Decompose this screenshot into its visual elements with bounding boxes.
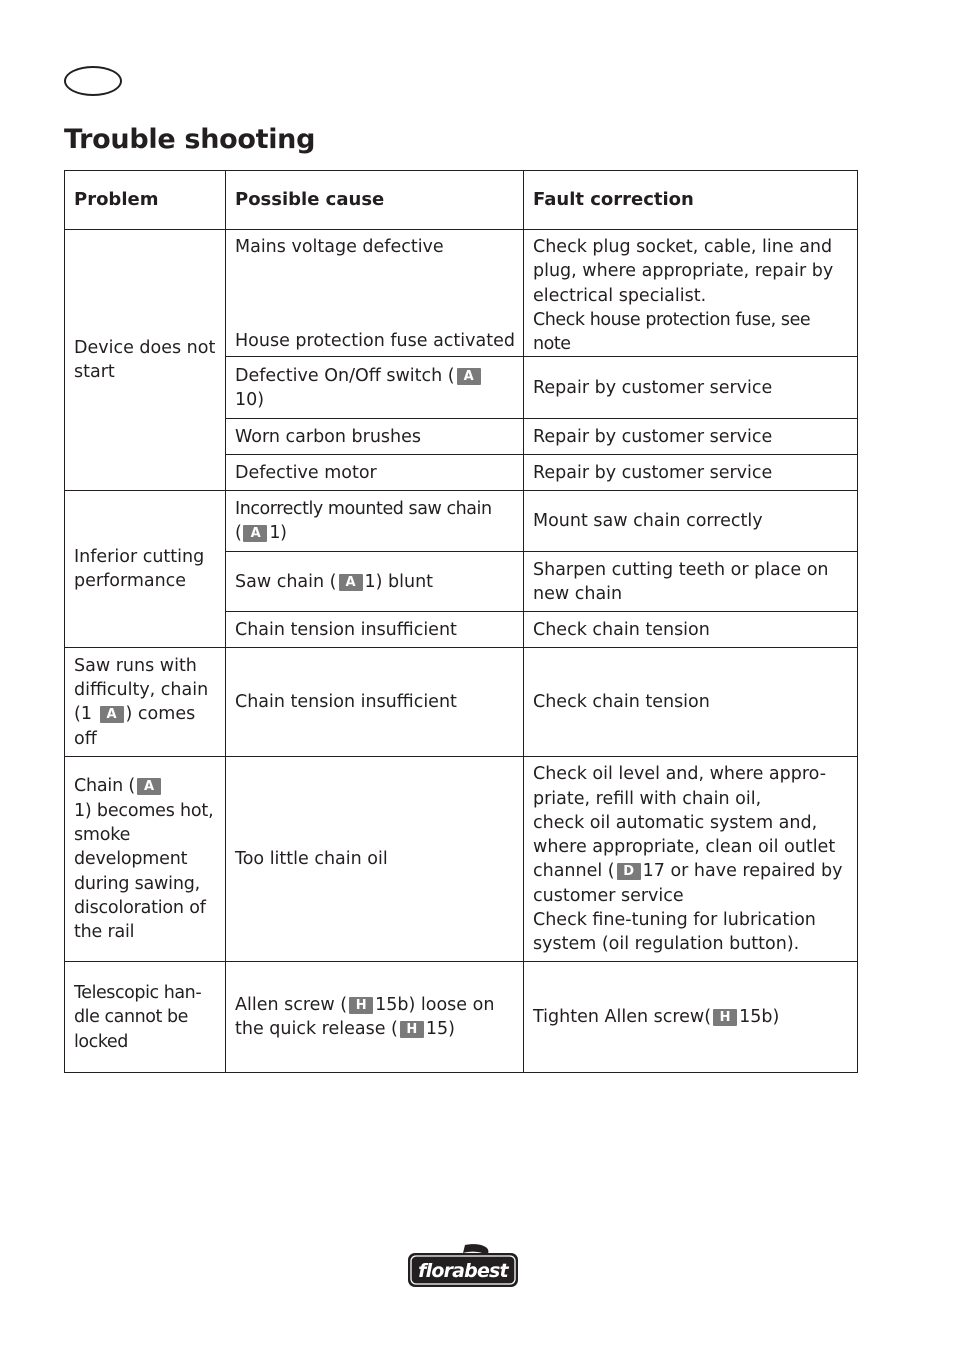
fix-cell: Repair by customer service <box>524 455 858 491</box>
cause-text: Incorrectly mounted saw chain <box>235 499 492 520</box>
fix-cell <box>524 230 858 357</box>
cause-cell <box>226 962 524 1073</box>
problem-text: ) comes off <box>74 704 196 749</box>
table-row <box>65 757 858 962</box>
cause-cell <box>226 230 524 357</box>
header-cause: Possible cause <box>226 171 524 230</box>
cause-text: Saw chain ( <box>235 571 337 592</box>
figure-ref-badge: A <box>457 368 481 385</box>
table-row <box>65 962 858 1073</box>
header-correction: Fault correction <box>524 171 858 230</box>
fix-text: Check house protection fuse, see note <box>533 309 811 355</box>
fix-text: Check plug socket, cable, line and plug, where appropriate, repair by electrical specialist. <box>533 237 834 306</box>
cause-cell: Too little chain oil <box>226 757 524 962</box>
cause-cell <box>226 357 524 419</box>
figure-ref-badge: A <box>100 706 124 723</box>
fix-cell: Sharpen cutting teeth or place on new chain <box>524 552 858 612</box>
fix-cell: Repair by customer service <box>524 419 858 455</box>
problem-cell: Telescopic han-dle cannot be locked <box>65 962 226 1073</box>
cause-text: 15b) loose on the quick release ( <box>235 995 495 1040</box>
cause-cell <box>226 552 524 612</box>
cause-cell <box>226 491 524 552</box>
cause-text: 1) <box>269 523 287 544</box>
figure-ref-badge: A <box>243 525 267 542</box>
problem-text: Chain ( <box>74 776 135 797</box>
figure-ref-badge: H <box>349 997 373 1014</box>
cause-text: Defective On/Off switch ( <box>235 365 455 386</box>
table-header-row <box>65 171 858 230</box>
fix-text: Check oil level and, where appro-priate, refill with chain oil, <box>533 764 827 809</box>
cause-cell: Chain tension insufficient <box>226 612 524 648</box>
fix-text: Tighten Allen screw( <box>533 1007 712 1028</box>
figure-ref-badge: A <box>137 778 161 795</box>
logo-text: florabest <box>418 1260 508 1282</box>
language-badge <box>64 66 122 96</box>
table-row <box>65 491 858 552</box>
header-problem: Problem <box>65 171 226 230</box>
florabest-logo <box>407 1243 519 1289</box>
cause-cell: Defective motor <box>226 455 524 491</box>
cause-text: 15) <box>425 1019 455 1040</box>
troubleshooting-table <box>64 170 858 1073</box>
cause-cell: Worn carbon brushes <box>226 419 524 455</box>
cause-text: ( <box>235 523 242 544</box>
cause-text: House protection fuse activated <box>235 331 515 352</box>
cause-text: 1) blunt <box>364 571 434 592</box>
fix-cell: Repair by customer service <box>524 357 858 419</box>
figure-ref-badge: A <box>339 574 363 591</box>
problem-text: Saw runs with difficulty, chain (1 <box>74 655 209 725</box>
fix-cell <box>524 962 858 1073</box>
problem-text: 1) becomes hot, smoke development during sawing, discoloration of the rail <box>74 800 214 943</box>
problem-cell <box>65 757 226 962</box>
problem-cell <box>65 648 226 757</box>
table-row <box>65 648 858 757</box>
fix-cell: Check chain tension <box>524 648 858 757</box>
fix-text: 15b) <box>739 1007 780 1028</box>
fix-cell: Mount saw chain correctly <box>524 491 858 552</box>
cause-text: Allen screw ( <box>235 995 348 1016</box>
fix-text: 17 or have repaired by customer service <box>533 861 843 906</box>
fix-cell <box>524 757 858 962</box>
cause-text: 10) <box>235 389 265 410</box>
cause-cell: Chain tension insufficient <box>226 648 524 757</box>
fix-text: Check fine-tuning for lubrication system (oil regulation button). <box>533 910 816 955</box>
cause-text: Mains voltage defective <box>235 237 444 257</box>
problem-cell: Device does not start <box>65 230 226 491</box>
figure-ref-badge: H <box>713 1009 737 1026</box>
fix-cell: Check chain tension <box>524 612 858 648</box>
table-row <box>65 230 858 357</box>
figure-ref-badge: D <box>617 863 641 880</box>
page-title: Trouble shooting <box>64 124 316 155</box>
figure-ref-badge: H <box>400 1021 424 1038</box>
problem-cell: Inferior cutting performance <box>65 491 226 648</box>
fix-text: check oil automatic system and, where appropriate, clean oil outlet channel ( <box>533 812 836 882</box>
